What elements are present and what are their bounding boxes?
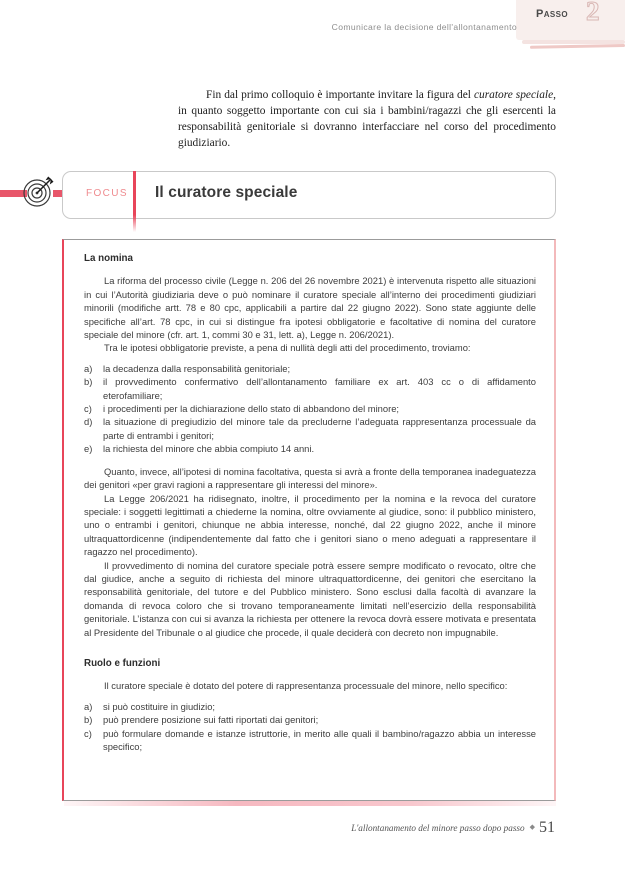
list-item-text: può prendere posizione sui fatti riportati dai genitori; xyxy=(103,714,319,726)
list-item xyxy=(84,375,536,402)
list-marker: d) xyxy=(84,416,93,428)
list-item xyxy=(84,442,536,455)
focus-title: Il curatore speciale xyxy=(155,184,298,201)
focus-body-shadow xyxy=(64,801,556,806)
paragraph-ruolo-1: Il curatore speciale è dotato del potere di rappresentanza processuale del minore, nello specifico: xyxy=(104,680,508,692)
list-item xyxy=(84,700,536,713)
list-marker: a) xyxy=(84,362,93,374)
list-item xyxy=(84,402,536,415)
list-marker: c) xyxy=(84,403,92,415)
passo-tab-shadow-lower xyxy=(530,44,625,49)
passo-label: Passo xyxy=(536,8,569,20)
target-arrow-icon xyxy=(21,173,57,209)
intro-text-italic: curatore speciale xyxy=(473,89,554,102)
focus-divider-line xyxy=(133,171,136,232)
list-item-text: la situazione di pregiudizio del minore tale da precluderne l’adeguata rappresentanza processuale da parte di entrambi i genitori; xyxy=(103,416,536,441)
focus-header-box xyxy=(62,171,556,219)
list-item xyxy=(84,713,536,726)
list-item-text: il provvedimento confermativo dell’allontanamento familiare ex art. 403 cc o di affidamento eterofamiliare; xyxy=(103,376,536,401)
passo-number: 2 xyxy=(586,0,600,26)
section-heading-ruolo: Ruolo e funzioni xyxy=(84,657,161,669)
section-heading-nomina: La nomina xyxy=(84,253,133,264)
footer-page-number: 51 xyxy=(539,819,555,836)
paragraph-nomina-3: Quanto, invece, all’ipotesi di nomina facoltativa, questa si avrà a fronte della temporanea inadeguatezza dei genitori «per gravi ragioni a rappresentare gli interessi del minore». xyxy=(84,465,536,491)
list-marker: b) xyxy=(84,714,93,726)
list-item-text: la decadenza dalla responsabilità genitoriale; xyxy=(103,362,291,374)
footer-separator-icon: ◆ xyxy=(529,824,535,831)
list-ipotesi-obbligatorie xyxy=(84,362,536,456)
paragraph-nomina-1: La riforma del processo civile (Legge n. 206 del 26 novembre 2021) è intervenuta rispetto alle situazioni in cui l’Autorità giudiziaria deve o può nominare il curatore speciale all’interno dei procedimenti giudiziari minorili (modifiche artt. 78 e 80 cpc, applicabili a partire dal 22 giugno 2022). Sono state aggiunte delle specifiche all’art. 78 cpc, in cui si distingue fra ipotesi obbligatorie e facoltative di nomina del curatore speciale del minore (cfr. art. 1, commi 30 e 31, lett. a), Legge n. 206/2021). xyxy=(84,275,536,341)
list-item-text: si può costituire in giudizio; xyxy=(103,700,216,712)
list-item xyxy=(84,362,536,375)
list-marker: c) xyxy=(84,727,92,739)
passo-tab xyxy=(516,0,625,40)
intro-text-before: Fin dal primo colloquio è importante invitare la figura del xyxy=(206,89,474,102)
running-head xyxy=(0,0,625,58)
paragraph-nomina-5: Il provvedimento di nomina del curatore speciale potrà essere sempre modificato o revocato, oltre che dal giudice, anche a seguito di richiesta del minore ultraquattordicenne, dei genitori che esercitano la responsabilità genitoriale, del tutore e del Pubblico ministero. Sono esclusi dalla facoltà di avanzare la domanda di revoca coloro che si trovano temporaneamente limitati nell’esercizio della responsabilità genitoriale. L’istanza con cui si avanza la richiesta per ottenere la revoca dovrà essere motivata e presentata al Presidente del Tribunale o al giudice che procede, il quale deciderà con decreto non impugnabile. xyxy=(84,559,536,638)
intro-text-after: , in quanto soggetto importante con cui sia i bambini/ragazzi che gli esercenti la responsabilità genitoriale si dovranno interfacciare nel corso del procedimento giudiziario. xyxy=(178,89,556,150)
paragraph-nomina-2: Tra le ipotesi obbligatorie previste, a pena di nullità degli atti del procedimento, troviamo: xyxy=(104,342,471,354)
focus-tag-label: FOCUS xyxy=(86,188,128,199)
paragraph-nomina-4: La Legge 206/2021 ha ridisegnato, inoltre, il procedimento per la nomina e la revoca del curatore speciale: i soggetti legittimati a chiederne la nomina, oltre ovviamente al giudice, sono: il pubblico ministero, uno o entrambi i genitori, chiunque ne abbia interesse, nonché, dal 22 giugno 2022, anche il minore ultraquattordicenne (indipendentemente dal fatto che i genitori siano o meno adeguati a rappresentare il ragazzo nel procedimento). xyxy=(84,492,536,558)
list-ruolo-funzioni xyxy=(84,700,536,754)
list-marker: a) xyxy=(84,700,93,712)
list-marker: b) xyxy=(84,376,93,388)
list-item xyxy=(84,415,536,442)
list-item-text: la richiesta del minore che abbia compiuto 14 anni. xyxy=(103,443,315,455)
list-marker: e) xyxy=(84,443,93,455)
intro-paragraph xyxy=(178,87,556,151)
page-footer xyxy=(0,818,625,837)
running-head-title: Comunicare la decisione dell'allontanamento xyxy=(331,22,517,32)
list-item-text: può formulare domande e istanze istruttorie, in merito alle quali il bambino/ragazzo abbia un interesse specifico; xyxy=(103,727,536,752)
list-item-text: i procedimenti per la dichiarazione dello stato di abbandono del minore; xyxy=(103,403,400,415)
footer-book-title: L'allontanamento del minore passo dopo passo xyxy=(351,823,525,833)
focus-body-content xyxy=(84,252,536,753)
list-item xyxy=(84,727,536,754)
